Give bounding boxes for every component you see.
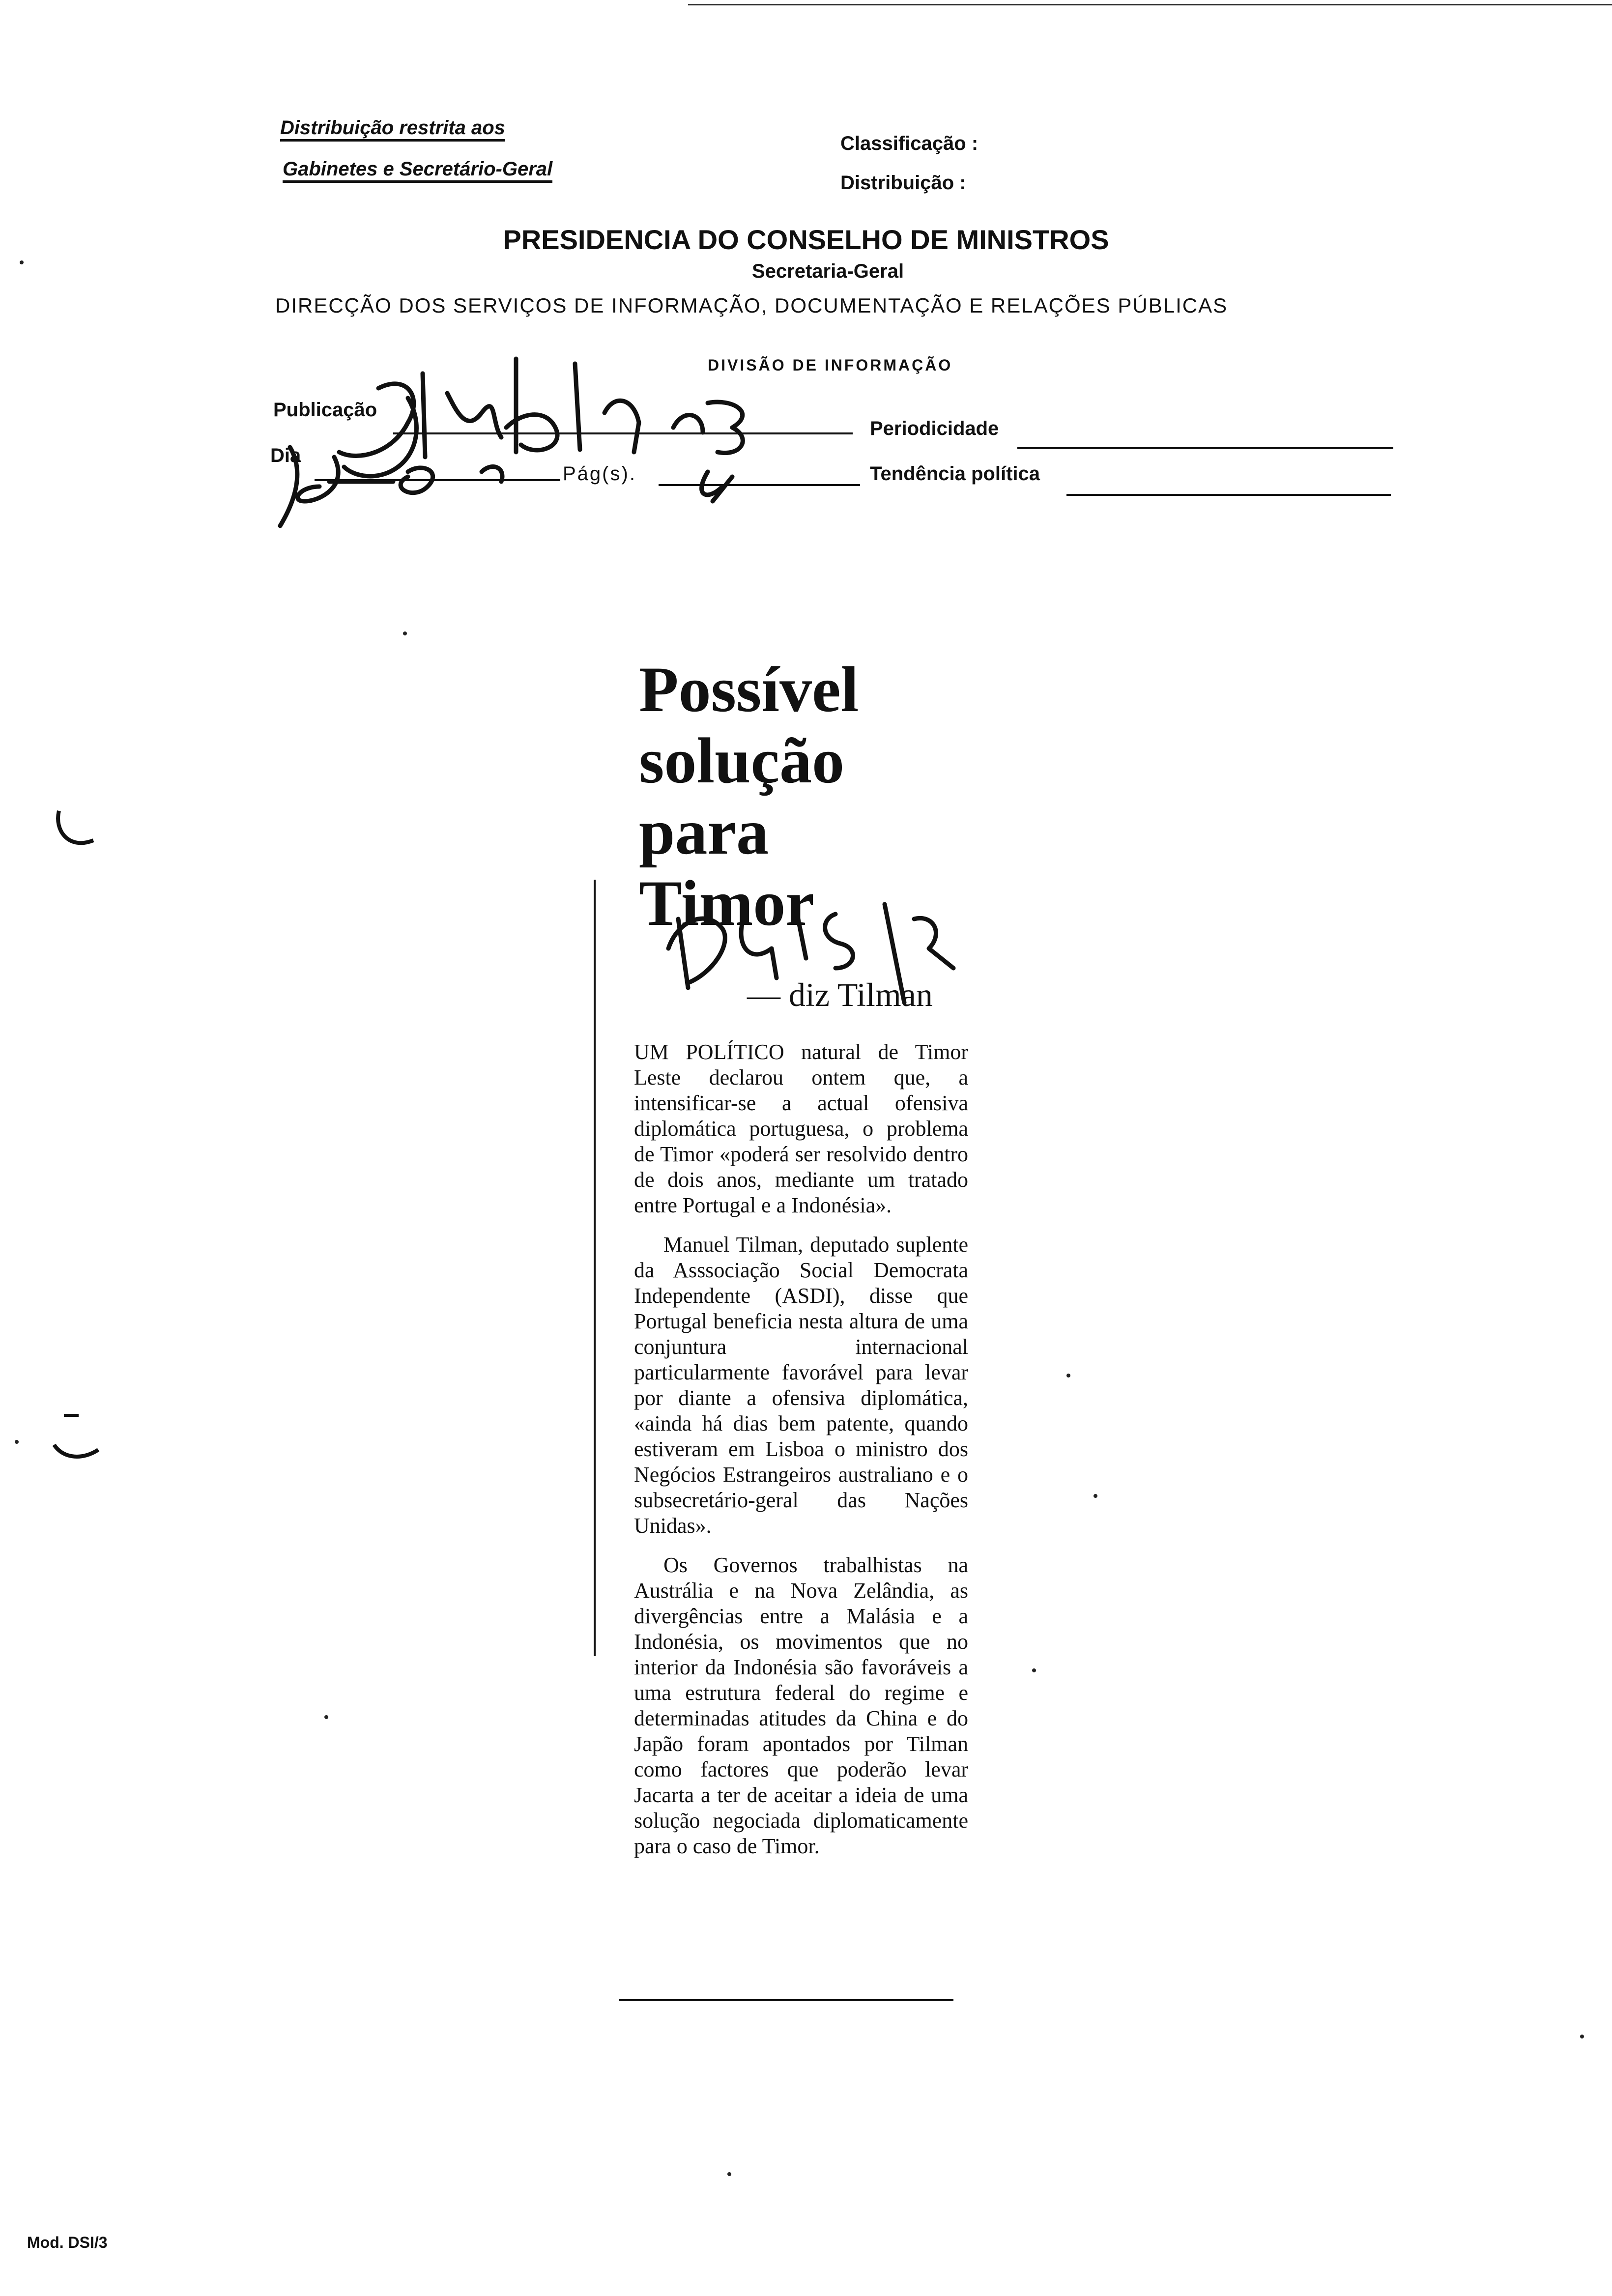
distribuicao-label: Distribuição : [840,172,966,194]
article-paragraph: Os Governos trabalhistas na Austrália e na Nova Zelândia, as divergências entre a Malásia e a Indonésia, os movimentos que no interior da Indonésia são favoráveis a uma estrutura federal do regime e determinadas atitudes da China e do Japão foram apontados por Tilman como factores que poderão levar Jacarta a ter de aceitar a ideia de uma solução negociada diplomaticamente para o caso de Timor. [634,1553,968,1858]
tendencia-line [1066,494,1391,496]
publicacao-label: Publicação [273,399,377,421]
classificacao-label: Classificação : [840,133,979,154]
scan-speck [403,631,407,635]
article-headline: Possível solução para Timor [639,653,859,939]
dia-label: Dia [270,445,301,466]
article-paragraph: UM POLÍTICO natural de Timor Leste declarou ontem que, a intensificar-se a actual ofensiva diplomática portuguesa, o problema de Timor «poderá ser resolvido dentro de dois anos, mediante um tratado entre Portugal e a Indonésia». [634,1040,968,1217]
scan-speck [20,260,24,264]
scan-edge-line [688,4,1612,5]
article-body [634,1039,968,1873]
presidencia-heading: PRESIDENCIA DO CONSELHO DE MINISTROS [503,224,1109,255]
scan-speck [15,1440,19,1444]
periodicidade-label: Periodicidade [870,418,999,439]
scan-speck [1580,2035,1584,2038]
article-paragraph: Manuel Tilman, deputado suplente da Asssociação Social Democrata Independente (ASDI), disse que Portugal beneficia nesta altura de uma conjuntura internacional particularmente favorável para levar por diante a ofensiva diplomática, «ainda há dias bem patente, quando estiveram em Lisboa o ministro dos Negócios Estrangeiros australiano e o subsecretário-geral das Nações Unidas». [634,1233,968,1538]
tendencia-label: Tendência política [870,463,1040,485]
divisao-label: DIVISÃO DE INFORMAÇÃO [708,356,953,374]
handwritten-annotation [260,339,801,545]
scan-speck [324,1715,328,1719]
punch-hole-mark [49,1406,108,1474]
scan-speck [1066,1374,1070,1378]
distribution-note-line1: Distribuição restrita aos [280,117,505,142]
periodicidade-line [1017,447,1393,449]
article-end-rule [619,1999,953,2001]
direccao-heading: DIRECÇÃO DOS SERVIÇOS DE INFORMAÇÃO, DOCUMENTAÇÃO E RELAÇÕES PÚBLICAS [275,294,1228,317]
pags-label: Pág(s). [563,463,636,485]
distribution-note-line2: Gabinetes e Secretário-Geral [283,158,552,183]
article-byline: — diz Tilman [747,976,933,1013]
scan-speck [727,2172,731,2176]
form-code: Mod. DSI/3 [27,2234,108,2251]
secretaria-label: Secretaria-Geral [752,260,904,282]
punch-hole-mark [49,801,108,860]
article-column-rule [594,880,596,1656]
scan-speck [1094,1494,1097,1498]
scan-speck [1032,1668,1036,1672]
